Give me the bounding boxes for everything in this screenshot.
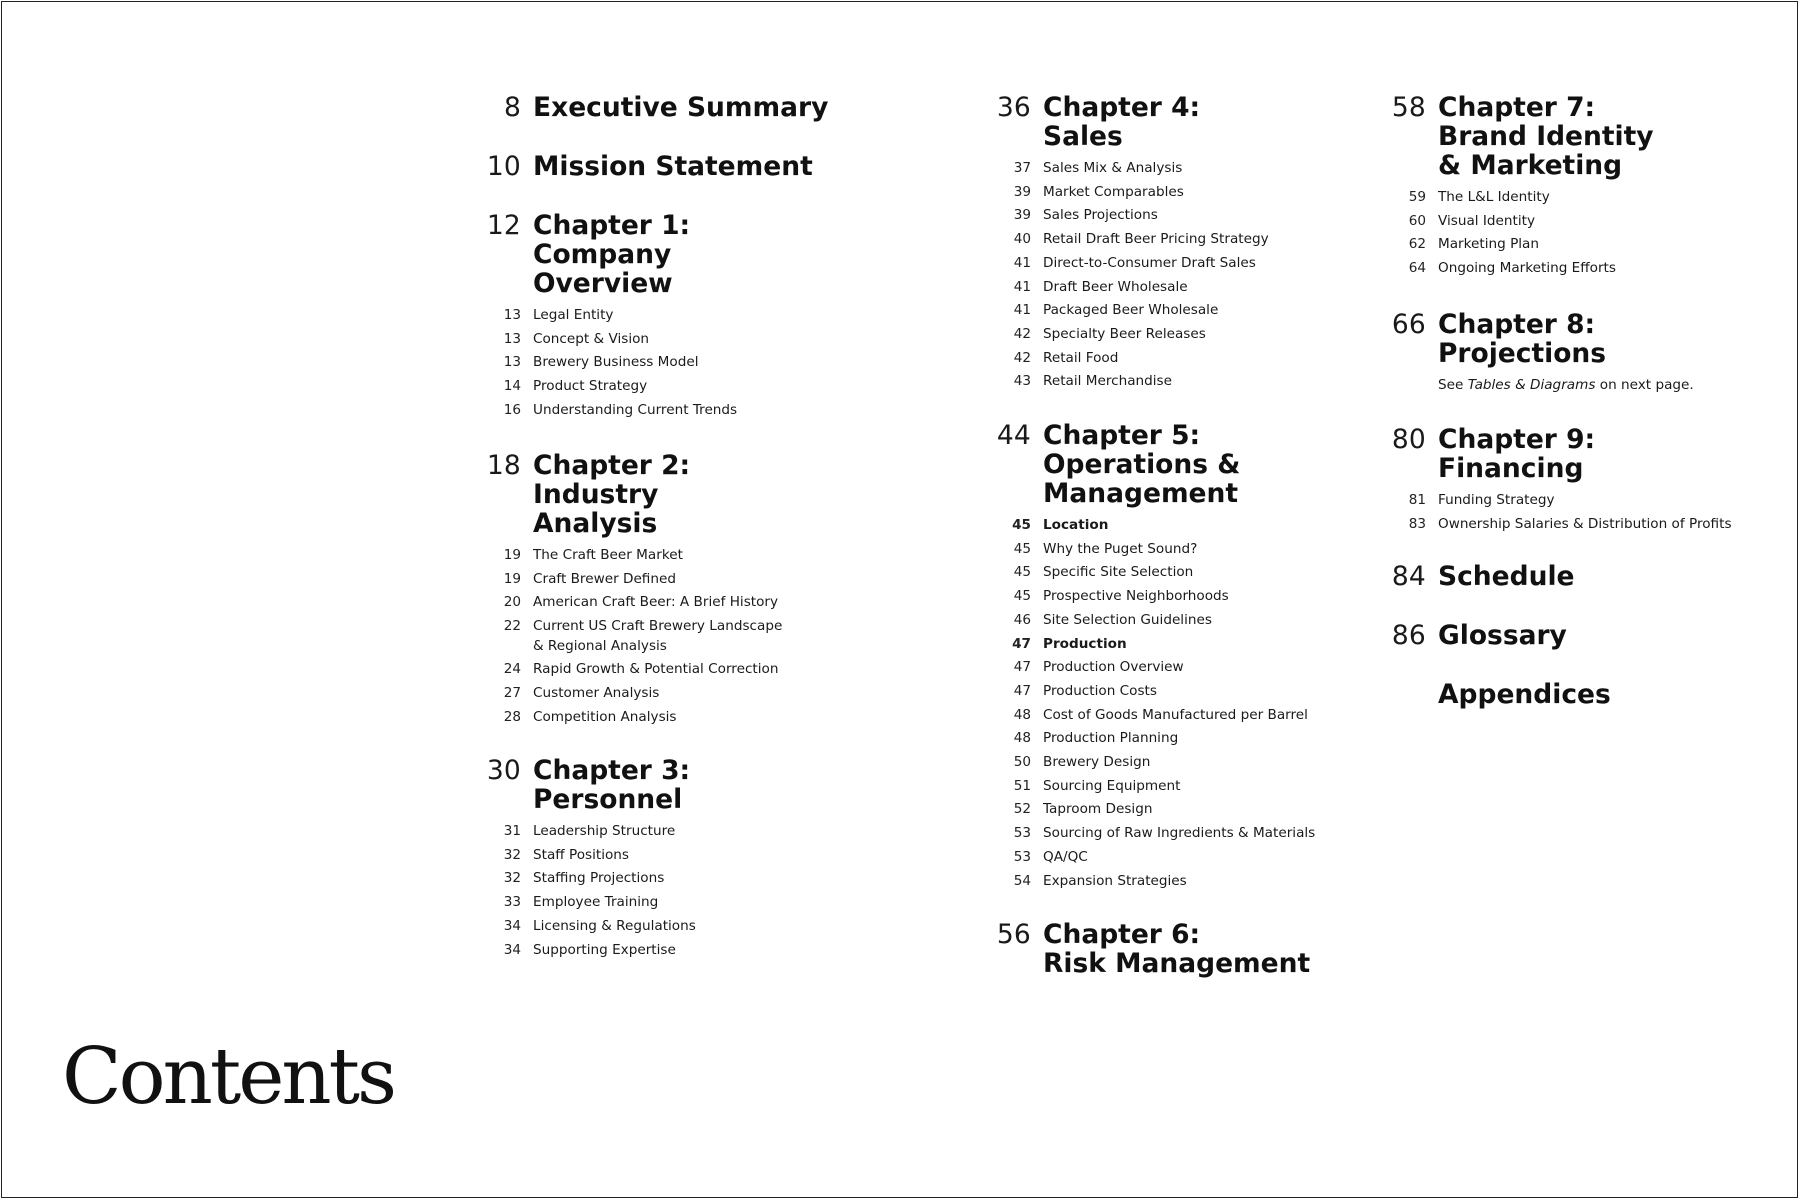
section-page-number: 22 (503, 618, 521, 635)
section-page-number: 60 (1408, 212, 1426, 229)
toc-chapter-block (940, 93, 1269, 394)
section-entry[interactable] (430, 939, 696, 963)
section-title: Brewery Business Model (533, 354, 699, 371)
section-entry[interactable] (940, 870, 1315, 894)
section-page-number: 46 (1013, 611, 1031, 628)
section-entry[interactable] (940, 181, 1269, 205)
chapter-page-number: 84 (1391, 561, 1426, 592)
section-page-number: 37 (1013, 160, 1031, 176)
toc-chapter-block (940, 421, 1315, 893)
section-title: Retail Food (1043, 349, 1119, 366)
section-title: Ongoing Marketing Efforts (1438, 260, 1616, 277)
section-page-number: 83 (1408, 515, 1426, 532)
toc-chapter[interactable] (1335, 425, 1732, 483)
chapter-page-number: 8 (503, 92, 521, 123)
toc-chapter[interactable] (1335, 310, 1694, 368)
section-page-number: 64 (1408, 260, 1426, 277)
chapter-title: Appendices (1438, 679, 1611, 710)
section-entry[interactable] (1335, 513, 1732, 537)
chapter-title: Chapter 5: Operations & Management (1043, 420, 1241, 509)
section-page-number: 34 (503, 917, 521, 934)
chapter-title: Glossary (1438, 620, 1567, 651)
section-entry[interactable] (430, 615, 782, 658)
section-entry[interactable] (940, 157, 1269, 181)
section-page-number: 39 (1013, 183, 1031, 200)
chapter-title: Schedule (1438, 561, 1575, 592)
section-title: QA/QC (1043, 848, 1088, 865)
chapter-page-number: 44 (996, 420, 1031, 451)
section-title: Craft Brewer Defined (533, 570, 676, 587)
section-entry[interactable] (940, 585, 1315, 609)
section-entry[interactable] (940, 609, 1315, 633)
section-page-number: 48 (1013, 730, 1031, 747)
section-page-number: 40 (1013, 231, 1031, 248)
chapter-page-number: 80 (1391, 424, 1426, 455)
section-title: Competition Analysis (533, 708, 677, 725)
section-title: Current US Craft Brewery Landscape & Regional Analysis (533, 618, 783, 654)
chapter-title: Chapter 8: Projections (1438, 309, 1607, 369)
chapter-title: Chapter 1: Company Overview (533, 210, 691, 299)
section-page-number: 42 (1013, 349, 1031, 366)
toc-chapter[interactable] (940, 920, 1310, 978)
section-page-number: 41 (1013, 254, 1031, 271)
section-title: Cost of Goods Manufactured per Barrel (1043, 706, 1308, 723)
chapter-page-number: 10 (486, 151, 521, 182)
section-entry[interactable] (1335, 233, 1654, 257)
page-title: Contents (62, 1032, 394, 1122)
section-entry[interactable] (430, 399, 737, 423)
section-entry[interactable] (940, 538, 1315, 562)
section-page-number: 32 (503, 870, 521, 887)
section-entry[interactable] (940, 204, 1269, 228)
section-entry[interactable] (940, 727, 1315, 751)
section-page-number: 53 (1013, 825, 1031, 842)
section-page-number: 45 (1013, 540, 1031, 557)
section-entry[interactable] (430, 304, 737, 328)
section-page-number: 28 (503, 708, 521, 725)
section-title: Sales Mix & Analysis (1043, 160, 1183, 176)
section-entry[interactable] (940, 514, 1315, 538)
toc-chapter[interactable] (940, 421, 1315, 508)
section-page-number: 48 (1013, 706, 1031, 723)
section-page-number: 53 (1013, 848, 1031, 865)
chapter-title: Chapter 7: Brand Identity & Marketing (1438, 92, 1654, 181)
section-list (940, 157, 1269, 394)
section-entry[interactable] (430, 351, 737, 375)
toc-chapter[interactable] (430, 756, 696, 814)
section-title: Funding Strategy (1438, 492, 1555, 508)
section-entry[interactable] (940, 347, 1269, 371)
section-page-number: 13 (503, 307, 521, 323)
toc-chapter[interactable] (1335, 562, 1575, 591)
section-entry[interactable] (940, 656, 1315, 680)
section-entry[interactable] (940, 370, 1269, 394)
section-page-number: 45 (1012, 517, 1031, 533)
section-title: Why the Puget Sound? (1043, 540, 1198, 557)
section-title: Understanding Current Trends (533, 401, 738, 418)
section-page-number: 62 (1408, 236, 1426, 253)
section-entry[interactable] (940, 633, 1315, 657)
chapter-title: Chapter 2: Industry Analysis (533, 450, 691, 539)
section-title: Production Costs (1043, 682, 1157, 699)
section-entry[interactable] (430, 915, 696, 939)
section-entry[interactable] (430, 591, 782, 615)
section-page-number: 41 (1013, 302, 1031, 319)
chapter-title: Executive Summary (533, 92, 829, 123)
section-title: Specific Site Selection (1043, 564, 1194, 581)
section-page-number: 41 (1013, 278, 1031, 295)
chapter-page-number: 86 (1391, 620, 1426, 651)
section-page-number: 33 (503, 894, 521, 911)
section-entry[interactable] (430, 544, 782, 568)
section-page-number: 13 (503, 354, 521, 371)
note-link-text: Tables & Diagrams (1467, 377, 1596, 393)
section-title: The L&L Identity (1438, 189, 1550, 205)
section-list (430, 304, 737, 423)
section-entry[interactable] (430, 375, 737, 399)
section-entry[interactable] (940, 775, 1315, 799)
section-page-number: 45 (1013, 588, 1031, 605)
toc-chapter-block (430, 211, 737, 423)
chapter-note (1335, 374, 1694, 398)
section-entry[interactable] (430, 568, 782, 592)
section-title: Prospective Neighborhoods (1043, 588, 1229, 605)
section-entry[interactable] (940, 751, 1315, 775)
section-entry[interactable] (1335, 210, 1654, 234)
section-entry[interactable] (430, 820, 696, 844)
section-page-number: 47 (1012, 635, 1031, 652)
section-entry[interactable] (430, 682, 782, 706)
section-page-number: 54 (1013, 872, 1031, 889)
section-title: Retail Merchandise (1043, 373, 1173, 390)
section-page-number: 24 (503, 661, 521, 678)
section-entry[interactable] (940, 228, 1269, 252)
section-entry[interactable] (1335, 257, 1654, 281)
toc-chapter-block (1335, 93, 1654, 281)
section-page-number: 19 (503, 547, 521, 563)
section-title: Leadership Structure (533, 823, 676, 839)
section-page-number: 27 (503, 684, 521, 701)
section-entry[interactable] (940, 276, 1269, 300)
section-page-number: 47 (1013, 659, 1031, 676)
section-title: Market Comparables (1043, 183, 1184, 200)
section-title: Customer Analysis (533, 684, 660, 701)
note-prefix: See (1438, 377, 1468, 393)
section-entry[interactable] (940, 561, 1315, 585)
chapter-page-number: 12 (486, 210, 521, 241)
section-title: Packaged Beer Wholesale (1043, 302, 1219, 319)
section-page-number: 81 (1408, 492, 1426, 508)
section-page-number: 43 (1013, 373, 1031, 390)
section-page-number: 47 (1013, 682, 1031, 699)
section-title: Product Strategy (533, 378, 648, 395)
toc-chapter[interactable] (430, 451, 782, 538)
toc-chapter-block (430, 451, 782, 729)
section-page-number: 45 (1013, 564, 1031, 581)
section-entry[interactable] (940, 704, 1315, 728)
section-entry[interactable] (1335, 489, 1732, 513)
toc-chapter-block (1335, 310, 1694, 398)
section-page-number: 50 (1013, 754, 1031, 771)
chapter-title: Chapter 3: Personnel (533, 755, 691, 815)
section-page-number: 34 (503, 941, 521, 958)
section-title: Draft Beer Wholesale (1043, 278, 1188, 295)
section-title: Direct-to-Consumer Draft Sales (1043, 254, 1256, 271)
section-list (430, 544, 782, 729)
section-list (940, 514, 1315, 893)
section-title: The Craft Beer Market (533, 547, 683, 563)
chapter-title: Mission Statement (533, 151, 813, 182)
section-page-number: 52 (1013, 801, 1031, 818)
section-page-number: 31 (503, 823, 521, 839)
section-title: Retail Draft Beer Pricing Strategy (1043, 231, 1269, 248)
section-page-number: 16 (503, 401, 521, 418)
section-entry[interactable] (940, 846, 1315, 870)
section-entry[interactable] (940, 680, 1315, 704)
section-list (430, 820, 696, 962)
section-page-number: 51 (1013, 777, 1031, 794)
section-title: Concept & Vision (533, 330, 650, 347)
section-entry[interactable] (430, 844, 696, 868)
section-title: Production Planning (1043, 730, 1179, 747)
section-title: Production Overview (1043, 659, 1184, 676)
section-entry[interactable] (940, 252, 1269, 276)
toc-chapter[interactable] (940, 93, 1269, 151)
section-list (1335, 374, 1694, 398)
section-title: Sourcing Equipment (1043, 777, 1181, 794)
chapter-page-number: 18 (486, 450, 521, 481)
chapter-page-number: 36 (996, 92, 1031, 123)
chapter-title: Chapter 9: Financing (1438, 424, 1596, 484)
section-title: Sales Projections (1043, 207, 1158, 224)
section-entry[interactable] (430, 867, 696, 891)
toc-chapter[interactable] (1335, 680, 1611, 709)
chapter-title: Chapter 4: Sales (1043, 92, 1201, 152)
section-entry[interactable] (940, 822, 1315, 846)
toc-chapter[interactable] (1335, 93, 1654, 180)
toc-chapter[interactable] (1335, 621, 1567, 650)
section-title: Staffing Projections (533, 870, 665, 887)
section-title: Licensing & Regulations (533, 917, 696, 934)
section-title: Legal Entity (533, 307, 614, 323)
toc-chapter[interactable] (430, 152, 813, 181)
toc-chapter[interactable] (430, 211, 737, 298)
section-entry[interactable] (430, 328, 737, 352)
section-title: Rapid Growth & Potential Correction (533, 661, 779, 678)
section-entry[interactable] (940, 323, 1269, 347)
section-page-number: 19 (503, 570, 521, 587)
section-entry[interactable] (1335, 186, 1654, 210)
section-title: Taproom Design (1043, 801, 1153, 818)
section-entry[interactable] (940, 798, 1315, 822)
section-title: American Craft Beer: A Brief History (533, 594, 779, 611)
section-entry[interactable] (430, 658, 782, 682)
section-page-number: 20 (503, 594, 521, 611)
section-title: Production (1043, 635, 1127, 652)
chapter-page-number: 66 (1391, 309, 1426, 340)
section-title: Specialty Beer Releases (1043, 325, 1206, 342)
chapter-page-number: 30 (486, 755, 521, 786)
chapter-page-number: 56 (996, 919, 1031, 950)
section-list (1335, 489, 1732, 536)
section-title: Marketing Plan (1438, 236, 1539, 253)
section-title: Expansion Strategies (1043, 872, 1187, 889)
section-page-number: 32 (503, 846, 521, 863)
section-title: Visual Identity (1438, 212, 1536, 229)
section-title: Brewery Design (1043, 754, 1151, 771)
section-entry[interactable] (430, 706, 782, 730)
section-page-number: 42 (1013, 325, 1031, 342)
toc-chapter-block (1335, 425, 1732, 536)
section-title: Site Selection Guidelines (1043, 611, 1212, 628)
toc-chapter[interactable] (430, 93, 828, 122)
section-page-number: 39 (1013, 207, 1031, 224)
section-page-number: 59 (1408, 189, 1426, 205)
section-title: Location (1043, 517, 1109, 533)
toc-chapter-block (430, 756, 696, 962)
note-suffix: on next page. (1595, 377, 1694, 393)
section-list (1335, 186, 1654, 281)
chapter-page-number: 58 (1391, 92, 1426, 123)
section-entry[interactable] (430, 891, 696, 915)
section-title: Supporting Expertise (533, 941, 676, 958)
section-title: Staff Positions (533, 846, 629, 863)
section-title: Ownership Salaries & Distribution of Profits (1438, 515, 1732, 532)
section-entry[interactable] (940, 299, 1269, 323)
section-page-number: 13 (503, 330, 521, 347)
section-title: Employee Training (533, 894, 659, 911)
section-title: Sourcing of Raw Ingredients & Materials (1043, 825, 1316, 842)
chapter-title: Chapter 6: Risk Management (1043, 919, 1311, 979)
section-page-number: 14 (503, 378, 521, 395)
